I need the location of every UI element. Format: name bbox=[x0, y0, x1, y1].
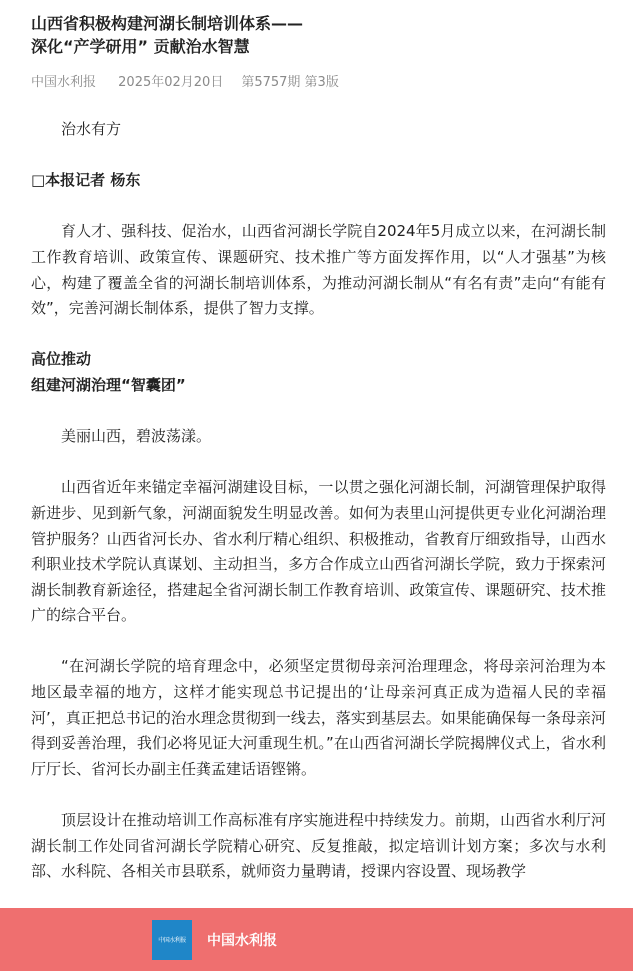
section-heading-line-1: 高位推动 bbox=[31, 350, 92, 369]
article-title-line-1: 山西省积极构建河湖长制培训体系—— bbox=[31, 14, 304, 33]
section-heading-line-2: 组建河湖治理“智囊团” bbox=[31, 375, 186, 394]
meta-date: 2025年02月20日 bbox=[118, 75, 224, 90]
article-title-line-2: 深化“产学研用” 贡献治水智慧 bbox=[31, 37, 250, 56]
column-label: 治水有方 bbox=[61, 120, 122, 138]
meta-issue: 第5757期 第3版 bbox=[241, 75, 339, 90]
article bbox=[31, 12, 606, 910]
paragraph-3: “在河湖长学院的培育理念中，必须坚定贯彻母亲河治理理念，将母亲河治理为本地区最幸福的地方，这样才能实现总书记提出的‘让母亲河真正成为造福人民的幸福河’，真正把总书记的治水理念贯彻到一线去，落实到基层去。如果能确保每一条母亲河得到妥善治理，我们必将见证大河重现生机。”在山西省河湖长学院揭牌仪式上，省水利厅厅长、省河长办副主任龚孟建话语铿锵。 bbox=[31, 657, 606, 778]
section-heading bbox=[31, 347, 606, 398]
paragraph-2: 山西省近年来锚定幸福河湖建设目标，一以贯之强化河湖长制，河湖管理保护取得新进步、见到新气象，河湖面貌发生明显改善。如何为表里山河提供更专业化河湖治理管护服务？山西省河长办、省水利厅精心组织、积极推动，省教育厅细致指导，山西水利职业技术学院认真谋划、主动担当，多方合作成立山西省河湖长学院，致力于探索河湖长制教育新途径，搭建起全省河湖长制工作教育培训、政策宣传、课题研究、技术推广的综合平台。 bbox=[31, 478, 606, 625]
publication-name[interactable]: 中国水利报 bbox=[207, 932, 277, 949]
paragraph-4: 顶层设计在推动培训工作高标准有序实施进程中持续发力。前期，山西省水利厅河湖长制工作处同省河湖长学院精心研究、反复推敲，拟定培训计划方案；多次与水利部、水科院、各相关市县联系，就师资力量聘请，授课内容设置、现场教学 bbox=[31, 811, 606, 881]
publication-logo[interactable] bbox=[152, 920, 192, 960]
paragraph-1: 美丽山西，碧波荡漾。 bbox=[61, 427, 212, 446]
logo-text: 中国水利报 bbox=[158, 937, 186, 944]
byline: □本报记者 杨东 bbox=[31, 171, 141, 190]
meta-source: 中国水利报 bbox=[31, 75, 97, 90]
article-body bbox=[31, 117, 606, 885]
footer-bar[interactable] bbox=[0, 908, 633, 971]
article-title bbox=[31, 12, 606, 58]
article-meta bbox=[31, 73, 606, 93]
intro-paragraph: 育人才、强科技、促治水，山西省河湖长学院自2024年5月成立以来，在河湖长制工作教育培训、政策宣传、课题研究、技术推广等方面发挥作用，以“人才强基”为核心，构建了覆盖全省的河湖长制培训体系，为推动河湖长制从“有名有责”走向“有能有效”，完善河湖长制体系，提供了智力支撑。 bbox=[31, 222, 606, 318]
